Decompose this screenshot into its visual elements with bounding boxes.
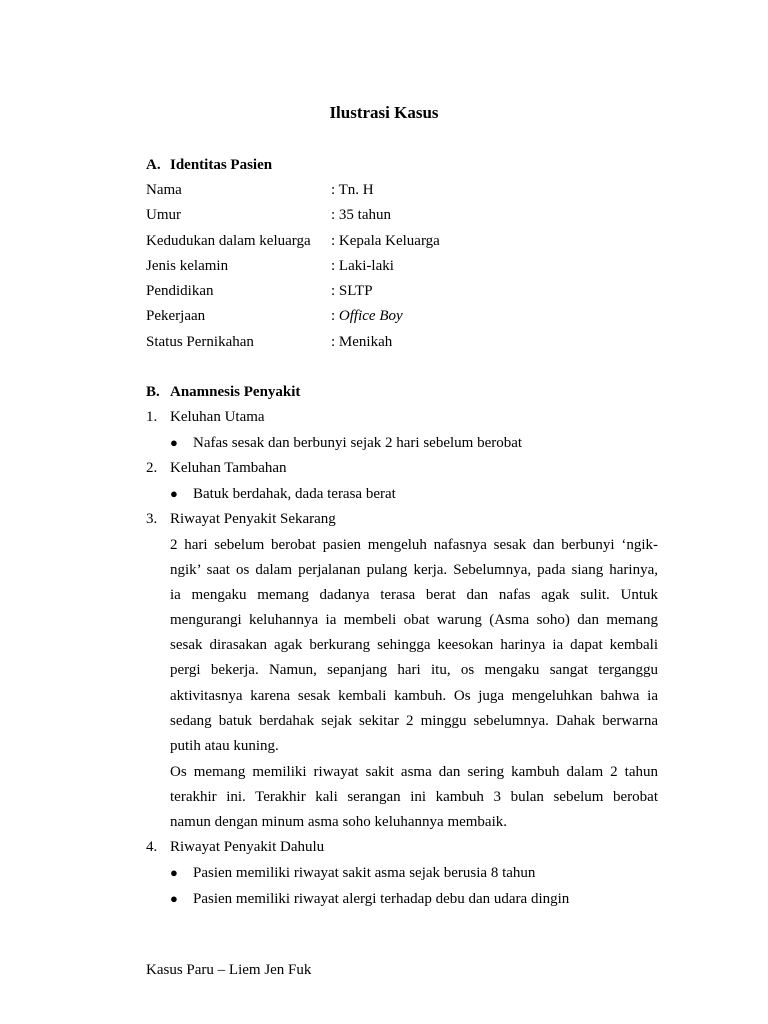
section-b-heading [146,384,300,401]
bullet-text: Batuk berdahak, dada terasa berat [193,486,396,502]
paragraph-line: putih atau kuning. [170,738,279,754]
section-a-letter: A. [146,157,161,173]
identity-label: Pendidikan [146,283,214,299]
paragraph-line: sesak dirasakan agak berkurang sehingga keesokan harinya ia dapat kembali [170,637,658,653]
paragraph-line: pergi bekerja. Namun, sepanjang hari itu, os mengaku sangat terganggu [170,662,658,678]
list-label: Keluhan Tambahan [170,460,287,476]
list-item-keluhan-tambahan [146,460,287,477]
bullet-text: Pasien memiliki riwayat alergi terhadap debu dan udara dingin [193,891,570,907]
identity-label: Kedudukan dalam keluarga [146,233,311,249]
identity-row-kedudukan [146,233,440,250]
list-number: 4. [146,839,158,855]
paragraph-line: ngik’ saat os dalam perjalanan pulang kerja. Sebelumnya, pada siang harinya, [170,562,658,578]
identity-label: Nama [146,182,182,198]
bullet-icon: ● [170,891,178,906]
bullet-item [170,891,569,908]
bullet-icon: ● [170,865,178,880]
identity-value: : Laki-laki [331,258,394,274]
paragraph-line: namun dengan minum asma soho keluhannya membaik. [170,814,508,830]
section-b-letter: B. [146,384,160,400]
identity-value: : Kepala Keluarga [331,233,440,249]
section-b-title: Anamnesis Penyakit [170,384,301,400]
identity-value-prefix: : [331,308,339,324]
bullet-item [170,486,396,503]
identity-value: Office Boy [338,308,403,324]
paragraph-line: mengurangi keluhannya ia membeli obat warung (Asma soho) dan memang [170,612,658,628]
identity-value: : Menikah [331,334,393,350]
identity-row-nama [146,182,374,199]
section-a-title: Identitas Pasien [170,157,273,173]
identity-value: : SLTP [331,283,373,299]
list-number: 3. [146,511,158,527]
paragraph-line: Os memang memiliki riwayat sakit asma dan sering kambuh dalam 2 tahun [170,764,658,780]
list-item-riwayat-dahulu [146,839,324,856]
identity-row-pendidikan [146,283,373,300]
paragraph-line: terakhir ini. Terakhir kali serangan ini kambuh 3 bulan sebelum berobat [170,789,658,805]
identity-label: Status Pernikahan [146,334,254,350]
bullet-text: Pasien memiliki riwayat sakit asma sejak berusia 8 tahun [193,865,536,881]
document-title: Ilustrasi Kasus [329,103,439,122]
bullet-text: Nafas sesak dan berbunyi sejak 2 hari sebelum berobat [193,435,523,451]
identity-label: Umur [146,207,181,223]
paragraph-line: ia mengaku memang dadanya terasa berat dan nafas agak sulit. Untuk [170,587,658,603]
list-number: 1. [146,409,158,425]
identity-row-status [146,334,392,351]
paragraph-line: aktivitasnya karena sesak kembali kambuh. Os juga mengeluhkan bahwa ia [170,688,658,704]
list-label: Riwayat Penyakit Dahulu [170,839,325,855]
identity-row-umur [146,207,391,224]
list-label: Keluhan Utama [170,409,265,425]
bullet-item [170,865,535,882]
identity-label: Pekerjaan [146,308,206,324]
identity-label: Jenis kelamin [146,258,229,274]
identity-row-pekerjaan [146,308,403,325]
page-footer: Kasus Paru – Liem Jen Fuk [146,962,312,978]
list-item-keluhan-utama [146,409,265,426]
section-a-heading [146,157,272,174]
bullet-item [170,435,522,452]
bullet-icon: ● [170,486,178,501]
identity-value: : 35 tahun [331,207,391,223]
identity-value: : Tn. H [331,182,374,198]
identity-row-jenis-kelamin [146,258,394,275]
paragraph-line: 2 hari sebelum berobat pasien mengeluh nafasnya sesak dan berbunyi ‘ngik- [170,537,658,553]
list-item-riwayat-sekarang [146,511,336,528]
list-label: Riwayat Penyakit Sekarang [170,511,336,527]
bullet-icon: ● [170,435,178,450]
list-number: 2. [146,460,158,476]
paragraph-line: sedang batuk berdahak sejak sekitar 2 minggu sebelumnya. Dahak berwarna [170,713,658,729]
